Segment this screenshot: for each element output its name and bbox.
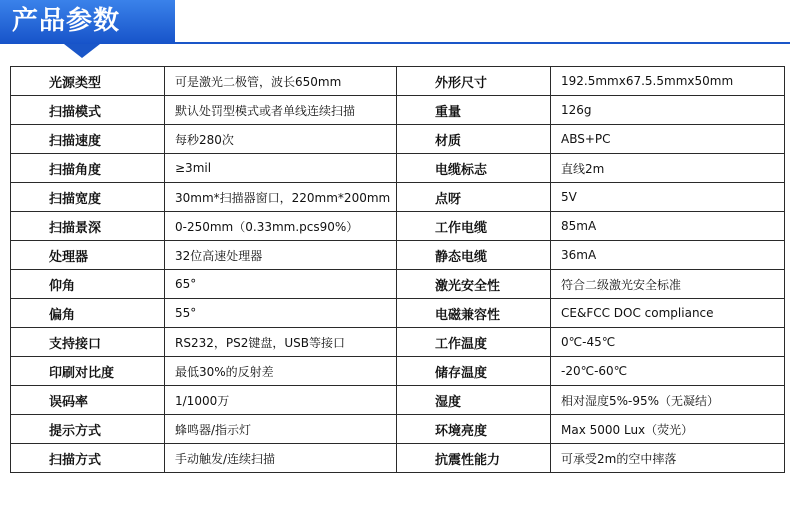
spec-value: 1/1000万 <box>165 386 397 415</box>
spec-value: 0℃-45℃ <box>551 328 785 357</box>
spec-value: RS232，PS2键盘，USB等接口 <box>165 328 397 357</box>
spec-value: 符合二级激光安全标准 <box>551 270 785 299</box>
spec-value: 直线2m <box>551 154 785 183</box>
spec-label: 扫描角度 <box>11 154 165 183</box>
spec-label: 扫描景深 <box>11 212 165 241</box>
spec-label: 静态电缆 <box>397 241 551 270</box>
spec-value: 32位高速处理器 <box>165 241 397 270</box>
section-header <box>0 0 790 60</box>
spec-value: 36mA <box>551 241 785 270</box>
spec-value: 每秒280次 <box>165 125 397 154</box>
spec-value: -20℃-60℃ <box>551 357 785 386</box>
spec-label: 偏角 <box>11 299 165 328</box>
table-row <box>11 212 785 241</box>
page-title: 产品参数 <box>12 6 121 36</box>
spec-label: 提示方式 <box>11 415 165 444</box>
table-row <box>11 357 785 386</box>
spec-label: 湿度 <box>397 386 551 415</box>
spec-value: 可承受2m的空中摔落 <box>551 444 785 473</box>
spec-label: 支持接口 <box>11 328 165 357</box>
spec-value: 30mm*扫描器窗口，220mm*200mm <box>165 183 397 212</box>
spec-value: 可是激光二极管，波长650mm <box>165 67 397 96</box>
spec-value: 手动触发/连续扫描 <box>165 444 397 473</box>
spec-value: 5V <box>551 183 785 212</box>
spec-value: 126g <box>551 96 785 125</box>
spec-value: 最低30%的反射差 <box>165 357 397 386</box>
table-row <box>11 183 785 212</box>
header-tab <box>0 0 175 44</box>
table-row <box>11 67 785 96</box>
header-notch-arrow <box>64 44 100 58</box>
spec-label: 光源类型 <box>11 67 165 96</box>
spec-label: 工作温度 <box>397 328 551 357</box>
spec-value: 55° <box>165 299 397 328</box>
spec-label: 储存温度 <box>397 357 551 386</box>
table-row <box>11 386 785 415</box>
spec-value: 蜂鸣器/指示灯 <box>165 415 397 444</box>
spec-table <box>10 66 785 473</box>
spec-label: 电缆标志 <box>397 154 551 183</box>
spec-value: Max 5000 Lux（荧光） <box>551 415 785 444</box>
spec-label: 误码率 <box>11 386 165 415</box>
table-row <box>11 241 785 270</box>
table-row <box>11 96 785 125</box>
spec-value: 65° <box>165 270 397 299</box>
table-row <box>11 154 785 183</box>
spec-label: 环境亮度 <box>397 415 551 444</box>
spec-label: 激光安全性 <box>397 270 551 299</box>
spec-label: 材质 <box>397 125 551 154</box>
table-row <box>11 444 785 473</box>
table-row <box>11 415 785 444</box>
table-row <box>11 299 785 328</box>
spec-value: 相对湿度5%-95%（无凝结） <box>551 386 785 415</box>
spec-label: 扫描模式 <box>11 96 165 125</box>
spec-label: 重量 <box>397 96 551 125</box>
spec-value: 0-250mm（0.33mm.pcs90%） <box>165 212 397 241</box>
spec-label: 扫描方式 <box>11 444 165 473</box>
table-row <box>11 328 785 357</box>
spec-value: CE&FCC DOC compliance <box>551 299 785 328</box>
spec-label: 扫描速度 <box>11 125 165 154</box>
table-row <box>11 270 785 299</box>
spec-label: 仰角 <box>11 270 165 299</box>
spec-value: 默认处罚型模式或者单线连续扫描 <box>165 96 397 125</box>
spec-label: 外形尺寸 <box>397 67 551 96</box>
spec-value: 85mA <box>551 212 785 241</box>
spec-value: ≥3mil <box>165 154 397 183</box>
spec-label: 扫描宽度 <box>11 183 165 212</box>
spec-table-body <box>11 67 785 473</box>
spec-label: 点呀 <box>397 183 551 212</box>
spec-label: 处理器 <box>11 241 165 270</box>
spec-label: 印刷对比度 <box>11 357 165 386</box>
spec-value: ABS+PC <box>551 125 785 154</box>
spec-label: 抗震性能力 <box>397 444 551 473</box>
spec-label: 工作电缆 <box>397 212 551 241</box>
spec-label: 电磁兼容性 <box>397 299 551 328</box>
table-row <box>11 125 785 154</box>
spec-value: 192.5mmx67.5.5mmx50mm <box>551 67 785 96</box>
